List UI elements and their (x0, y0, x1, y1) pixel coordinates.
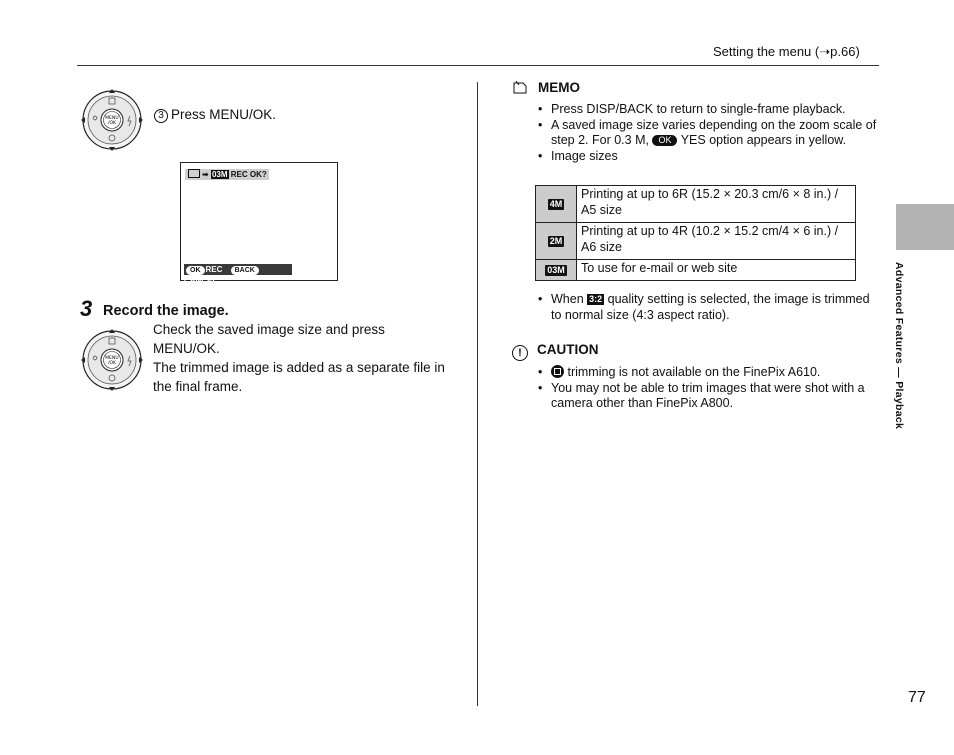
table-row (536, 186, 856, 223)
cancel-label: CANCEL (184, 276, 218, 285)
section-tab-marker (896, 204, 954, 250)
rec-label: REC (205, 265, 223, 274)
header-reference (713, 44, 860, 60)
memo-heading (512, 80, 580, 95)
memo-item: • Image sizes (538, 149, 878, 165)
trimming-icon (551, 365, 564, 378)
caution-item: • You may not be able to trim images that were shot with a camera other than FinePix A800. (538, 381, 878, 412)
step-body (153, 320, 453, 396)
camera-lcd-screen (180, 162, 338, 285)
memo-list-extra (538, 292, 878, 323)
memo-heading-text: MEMO (538, 80, 580, 95)
header-text-prefix: Setting the menu ( (713, 44, 820, 59)
dial-center-label: /OK (107, 361, 117, 366)
size-icon-cell (536, 260, 577, 281)
step-title: Record the image. (103, 303, 229, 319)
substep-text: Press MENU/OK. (171, 107, 277, 122)
arrow-icon: ➝ (819, 44, 831, 59)
caution-item (538, 365, 878, 381)
lcd-top-bar (185, 169, 269, 180)
memo-item-text: When (551, 292, 584, 306)
right-arrow-icon: ➡ (202, 170, 209, 179)
image-sizes-table (535, 185, 856, 281)
trim-frame-icon (188, 169, 200, 178)
back-button-icon: BACK (231, 266, 259, 275)
memo-item-text: YES option appears in yellow. (680, 133, 847, 147)
column-divider (477, 82, 478, 706)
ok-badge-icon: OK (652, 135, 677, 146)
size-description: Printing at up to 6R (15.2 × 20.3 cm/6 × 8 in.) / A5 size (577, 186, 856, 223)
header-rule (77, 65, 879, 66)
memo-item (538, 118, 878, 149)
side-section-label (889, 262, 907, 442)
step-number: 3 (80, 296, 93, 321)
size-icon-cell (536, 223, 577, 260)
dial-pad-icon (80, 88, 144, 152)
exclamation-icon: ! (512, 345, 528, 361)
memo-note-icon (512, 80, 528, 94)
dial-center-label: MENU (105, 356, 119, 361)
size-icon-cell (536, 186, 577, 223)
side-section-label-text: Advanced Features — Playback (893, 262, 905, 430)
memo-list (538, 102, 878, 164)
substep-number-badge: 3 (154, 109, 168, 123)
size-description: Printing at up to 4R (10.2 × 15.2 cm/4 × 6 in.) / A6 size (577, 223, 856, 260)
header-page-ref: p.66) (830, 44, 860, 59)
table-row (536, 223, 856, 260)
table-row (536, 260, 856, 281)
page-number: 77 (908, 689, 926, 706)
caution-item-text: trimming is not available on the FinePix A610. (567, 365, 821, 379)
memo-item-text: quality setting is selected, the image is trimmed to normal size (4:3 aspect ratio). (551, 292, 870, 322)
size-03m-icon: 03M (547, 265, 565, 276)
ok-button-icon: OK (186, 266, 205, 275)
quality-3-2-icon: 3:2 (589, 294, 603, 304)
size-4m-icon: 4M (549, 199, 563, 210)
caution-heading (512, 342, 599, 361)
dial-center-label: MENU (105, 116, 119, 121)
size-description: To use for e-mail or web site (577, 260, 856, 281)
memo-item: • Press DISP/BACK to return to single-frame playback. (538, 102, 878, 118)
memo-item (538, 292, 878, 323)
dial-center-label: /OK (107, 121, 117, 126)
lcd-prompt-text: REC OK? (230, 170, 267, 179)
size-icon: 03M (211, 170, 228, 179)
caution-list (538, 365, 878, 412)
memo-item-text: A saved image size varies depending on the zoom scale of step 2. For 0.3 M, (551, 117, 877, 147)
step-body-line: Check the saved image size and press MENU/OK. (153, 322, 385, 356)
substep-instruction (154, 107, 276, 123)
caution-heading-text: CAUTION (537, 342, 599, 357)
lcd-bottom-bar (184, 264, 292, 285)
size-2m-icon: 2M (549, 236, 563, 247)
step-body-line: The trimmed image is added as a separate file in the final frame. (153, 360, 445, 394)
dial-pad-icon (80, 328, 144, 392)
image-sizes-table-wrap (535, 185, 856, 281)
